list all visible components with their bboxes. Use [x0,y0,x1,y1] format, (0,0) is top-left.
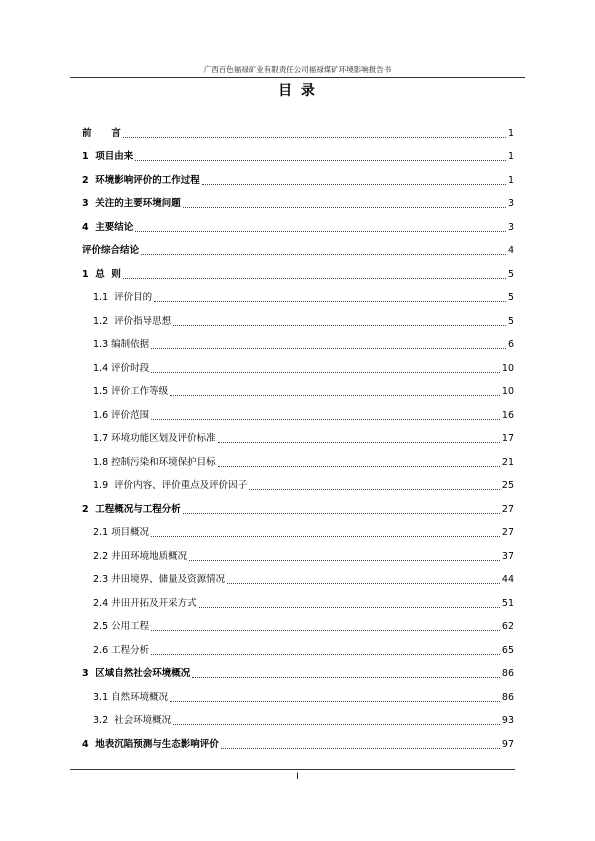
toc-entry[interactable] [82,257,514,281]
toc-entry-title: 前 言 [82,127,121,139]
toc-entry[interactable] [82,539,514,563]
toc-entry-title: 2.6 工程分析 [93,644,150,656]
toc-entry-page: 10 [501,362,514,374]
toc-leader-dots [151,371,500,373]
toc-entry-title: 1 项目由来 [82,151,134,162]
toc-entry-page: 93 [501,715,514,726]
toc-entry[interactable] [82,304,514,328]
toc-leader-dots [173,723,500,725]
toc-entry[interactable] [82,563,514,587]
toc-leader-dots [183,206,506,208]
toc-entry-page: 3 [507,221,514,233]
toc-entry[interactable] [82,680,514,704]
toc-entry[interactable] [82,281,514,305]
page-title: 目 录 [278,83,317,99]
toc-leader-dots [173,324,506,326]
toc-entry-page: 3 [507,198,514,209]
toc-entry[interactable] [82,163,514,187]
footer-rule [70,769,515,770]
toc-entry-page: 86 [501,691,514,703]
toc-entry-page: 6 [507,339,514,350]
toc-entry-page: 97 [501,738,514,750]
toc-entry[interactable] [82,187,514,211]
toc-entry-title: 4 地表沉陷预测与生态影响评价 [82,738,219,750]
toc-entry-title: 2 环境影响评价的工作过程 [82,174,200,186]
toc-entry-page: 37 [501,550,514,562]
toc-entry-page: 4 [507,245,514,256]
toc-leader-dots [151,535,500,537]
toc-entry-title: 2.4 井田开拓及开采方式 [93,597,197,609]
toc-leader-dots [170,700,500,702]
toc-entry-page: 21 [501,456,514,468]
toc-entry-page: 1 [507,174,514,186]
toc-entry[interactable] [82,328,514,352]
toc-entry-title: 1.6 评价范围 [93,409,150,421]
toc-leader-dots [227,582,500,584]
toc-entry-title: 2.2 井田环境地质概况 [93,550,188,562]
toc-entry-title: 2.5 公用工程 [93,621,150,632]
toc-entry-title: 3.2 社会环境概况 [93,715,172,726]
toc-entry-page: 27 [501,503,514,515]
toc-leader-dots [218,465,500,467]
toc-leader-dots [151,653,500,655]
toc-entry-title: 3.1 自然环境概况 [93,691,169,703]
toc-entry-page: 5 [507,268,514,280]
toc-entry-page: 44 [501,574,514,585]
page-number: I [296,772,299,782]
toc-entry-page: 65 [501,644,514,656]
toc-leader-dots [202,183,506,185]
toc-leader-dots [199,606,500,608]
toc-entry[interactable] [82,586,514,610]
toc-entry-title: 1.9 评价内容、评价重点及评价因子 [93,480,248,491]
toc-leader-dots [123,277,506,279]
toc-entry-page: 5 [507,315,514,327]
toc-entry-title: 4 主要结论 [82,221,134,233]
toc-entry[interactable] [82,610,514,634]
toc-leader-dots [141,253,506,255]
toc-leader-dots [249,488,500,490]
toc-entry-page: 27 [501,527,514,538]
toc-leader-dots [123,136,506,138]
toc-leader-dots [221,747,500,749]
toc-entry[interactable] [82,727,514,751]
toc-entry-title: 1.2 评价指导思想 [93,315,172,327]
toc-entry-page: 62 [501,621,514,632]
toc-leader-dots [151,629,500,631]
toc-entry-title: 2.1 项目概况 [93,527,150,538]
toc-entry-page: 17 [501,433,514,444]
toc-entry[interactable] [82,469,514,493]
toc-entry[interactable] [82,210,514,234]
toc-leader-dots [151,418,500,420]
toc-leader-dots [218,441,500,443]
toc-entry-title: 3 关注的主要环境问题 [82,198,181,209]
toc-entry-page: 10 [501,386,514,397]
toc-entry-title: 1 总 则 [82,268,121,280]
toc-leader-dots [135,159,506,161]
toc-entry-title: 1.1 评价目的 [93,292,153,303]
toc-entry-page: 1 [507,151,514,162]
toc-entry-page: 5 [507,292,514,303]
toc-entry-page: 16 [501,409,514,421]
running-header: 广西百色福禄矿业有限责任公司福禄煤矿环境影响报告书 [70,64,525,78]
toc-entry[interactable] [82,445,514,469]
toc-entry-title: 评价综合结论 [82,245,140,256]
toc-entry[interactable] [82,492,514,516]
toc-entry[interactable] [82,140,514,164]
toc-entry-page: 51 [501,597,514,609]
toc-leader-dots [135,230,506,232]
toc-entry-page: 25 [501,480,514,491]
toc-entry-title: 1.5 评价工作等级 [93,386,169,397]
toc-leader-dots [170,394,500,396]
toc-entry-title: 2 工程概况与工程分析 [82,503,181,515]
toc-entry[interactable] [82,351,514,375]
toc-entry[interactable] [82,398,514,422]
toc-entry[interactable] [82,704,514,728]
toc-entry-title: 2.3 井田境界、储量及资源情况 [93,574,226,585]
toc-entry-title: 1.4 评价时段 [93,362,150,374]
toc-entry-title: 3 区域自然社会环境概况 [82,668,191,679]
toc-leader-dots [151,347,506,349]
toc-entry-title: 1.8 控制污染和环境保护目标 [93,456,216,468]
toc-entry-page: 1 [507,127,514,139]
toc-leader-dots [192,676,500,678]
table-of-contents [82,116,514,751]
toc-entry[interactable] [82,657,514,681]
toc-entry-title: 1.3 编制依据 [93,339,150,350]
toc-entry[interactable] [82,633,514,657]
toc-entry[interactable] [82,375,514,399]
toc-entry-page: 86 [501,668,514,679]
toc-entry[interactable] [82,422,514,446]
toc-entry[interactable] [82,516,514,540]
toc-leader-dots [189,559,500,561]
toc-entry[interactable] [82,116,514,140]
toc-entry[interactable] [82,234,514,258]
toc-leader-dots [183,512,500,514]
toc-entry-title: 1.7 环境功能区划及评价标准 [93,433,216,444]
toc-leader-dots [154,300,506,302]
